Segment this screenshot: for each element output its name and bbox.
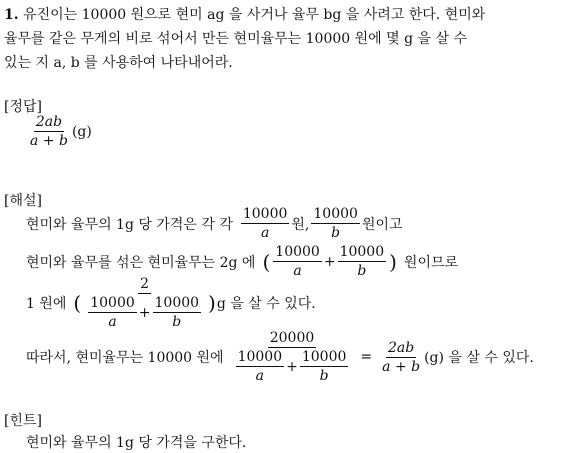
exp-l3-text-c: g 을 살 수 있다. — [216, 296, 316, 313]
exp-l3-f1-den: a — [108, 314, 117, 331]
exp-l3-f1-num: 10000 — [88, 295, 137, 313]
exp-l2-text-c: 원이므로 — [403, 254, 459, 271]
exp-l4-r-num: 2ab — [386, 340, 416, 358]
exp-l4-f1-num: 10000 — [236, 349, 285, 367]
exp-l1-fraction-1 — [241, 206, 290, 241]
answer-header: [정답] — [4, 99, 42, 115]
exp-l3-den — [84, 294, 205, 330]
exp-l4-num: 20000 — [268, 330, 317, 348]
exp-l2-f2-den: b — [357, 263, 367, 280]
explanation-header: [해설] — [4, 193, 42, 209]
exp-l3-text-a: 1 원에 — [26, 296, 67, 313]
exp-l2-f1-num: 10000 — [273, 244, 322, 262]
exp-l4-equals: = — [360, 349, 373, 366]
explanation-line-3: 1 원에 ( 2 $\frac{10000}{a}$ + $\frac{10000}{b}$ ) g 을 살 수 있다. — [26, 276, 316, 331]
exp-l4-r-den: a + b — [382, 358, 421, 375]
answer-unit: (g) — [71, 123, 92, 140]
exp-l4-f1-den: a — [255, 368, 265, 385]
exp-l1-text-c: 원이고 — [361, 216, 403, 233]
explanation-line-2: 현미와 율무를 섞은 현미율무는 2g 에 ( $\frac{10000}{a}$ + $\frac{10000}{b}$ ) 원이므로 — [26, 244, 459, 280]
exp-l3-f2-num: 10000 — [153, 295, 202, 313]
exp-l1-f2-den: b — [331, 225, 341, 242]
problem-number: 1. — [4, 7, 19, 23]
exp-l3-plus: + — [138, 304, 151, 321]
exp-l2-f1-den: a — [293, 263, 302, 280]
exp-l1-text-a: 현미와 율무의 1g 당 가격은 각 각 — [26, 216, 233, 233]
exp-l4-result-fraction — [380, 340, 422, 375]
exp-l2-fraction-1 — [273, 244, 322, 279]
hint-header: [힌트] — [4, 413, 42, 429]
hint-text: 현미와 율무의 1g 당 가격을 구한다. — [26, 435, 247, 451]
exp-l1-f2-num: 10000 — [311, 206, 360, 224]
exp-l2-f2-num: 10000 — [338, 244, 387, 262]
exp-l4-text-c: (g) 을 살 수 있다. — [424, 350, 534, 367]
answer-fraction — [28, 114, 70, 149]
exp-l1-fraction-2 — [311, 206, 360, 241]
exp-l4-text-a: 따라서, 현미율무는 10000 원에 — [26, 350, 224, 367]
exp-l3-num: 2 — [138, 276, 151, 294]
exp-l1-f1-num: 10000 — [241, 206, 290, 224]
exp-l1-text-b: 원, — [291, 216, 310, 233]
problem-line-1 — [4, 4, 485, 24]
answer-expression — [26, 114, 92, 149]
explanation-line-1 — [26, 206, 403, 241]
exp-l3-f2-den: b — [172, 314, 182, 331]
exp-l4-compound-fraction — [232, 330, 353, 384]
exp-l4-den — [232, 348, 353, 384]
exp-l2-text-a: 현미와 율무를 섞은 현미율무는 2g 에 — [26, 254, 256, 271]
exp-l4-f2-den: b — [319, 368, 329, 385]
explanation-line-4 — [26, 330, 534, 384]
exp-l1-f1-den: a — [260, 225, 270, 242]
exp-l4-f2-num: 10000 — [300, 349, 349, 367]
answer-denominator: a + b — [30, 133, 68, 150]
exp-l2-fraction-2 — [338, 244, 387, 279]
exp-l2-plus: + — [323, 253, 336, 270]
problem-text-2: 율무를 같은 무게의 비로 섞어서 만든 현미율무는 10000 원에 몇 g 을 살 수 — [4, 31, 467, 47]
answer-numerator: 2ab — [34, 114, 64, 132]
problem-text-1: 유진이는 10000 원으로 현미 ag 을 사거나 율무 bg 을 사려고 한다. 현미와 — [23, 7, 486, 23]
exp-l4-plus: + — [286, 358, 298, 375]
exp-l3-compound-fraction — [84, 276, 205, 330]
problem-text-3: 있는 지 a, b 를 사용하여 나타내어라. — [4, 55, 233, 71]
